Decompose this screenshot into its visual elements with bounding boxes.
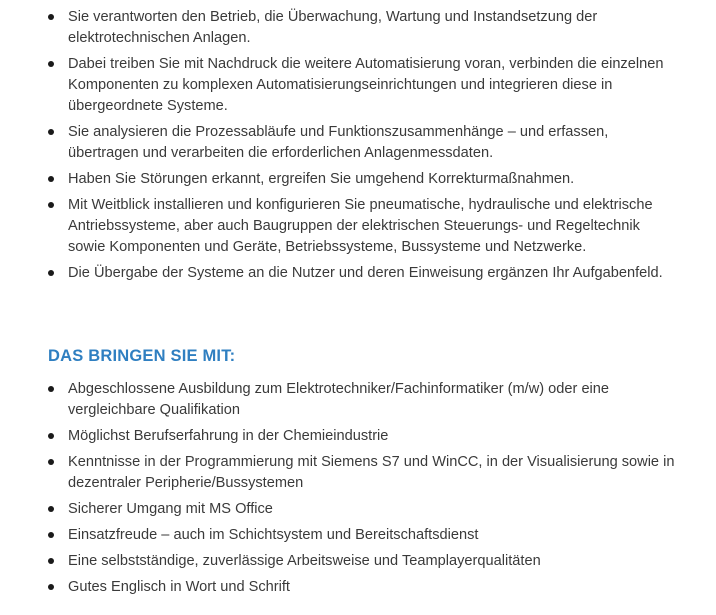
list-item-text: Kenntnisse in der Programmierung mit Siemens S7 und WinCC, in der Visualisierung sowie in dezentraler Peripherie/Bussystemen <box>68 454 675 491</box>
bullet-icon <box>48 584 54 590</box>
list-item <box>0 452 716 494</box>
list-item <box>0 499 716 520</box>
list-item-text: Dabei treiben Sie mit Nachdruck die weitere Automatisierung voran, verbinden die einzelnen Komponenten zu komplexen Automatisierungseinrichtungen und integrieren diese in übergeordnete Systeme. <box>68 56 664 114</box>
tasks-list <box>0 7 716 289</box>
list-item-text: Die Übergabe der Systeme an die Nutzer und deren Einweisung ergänzen Ihr Aufgabenfeld. <box>68 265 663 281</box>
list-item-text: Möglichst Berufserfahrung in der Chemieindustrie <box>68 428 389 444</box>
bullet-icon <box>48 129 54 135</box>
list-item-text: Gutes Englisch in Wort und Schrift <box>68 579 290 595</box>
list-item <box>0 169 716 190</box>
list-item <box>0 54 716 117</box>
list-item-text: Einsatzfreude – auch im Schichtsystem und Bereitschaftsdienst <box>68 527 479 543</box>
list-item <box>0 195 716 258</box>
requirements-list <box>0 379 716 603</box>
list-item <box>0 122 716 164</box>
bullet-icon <box>48 433 54 439</box>
list-item-text: Sicherer Umgang mit MS Office <box>68 501 273 517</box>
bullet-icon <box>48 202 54 208</box>
list-item <box>0 577 716 598</box>
section-heading: DAS BRINGEN SIE MIT: <box>48 347 236 365</box>
list-item <box>0 426 716 447</box>
list-item-text: Sie analysieren die Prozessabläufe und Funktionszusammenhänge – und erfassen, übertragen und verarbeiten die erforderlichen Anlagenmessdaten. <box>68 124 609 161</box>
bullet-icon <box>48 459 54 465</box>
list-item <box>0 7 716 49</box>
bullet-icon <box>48 532 54 538</box>
bullet-icon <box>48 270 54 276</box>
bullet-icon <box>48 506 54 512</box>
bullet-icon <box>48 61 54 67</box>
bullet-icon <box>48 386 54 392</box>
list-item-text: Haben Sie Störungen erkannt, ergreifen Sie umgehend Korrekturmaßnahmen. <box>68 171 575 187</box>
list-item-text: Eine selbstständige, zuverlässige Arbeitsweise und Teamplayerqualitäten <box>68 553 541 569</box>
bullet-icon <box>48 14 54 20</box>
list-item-text: Sie verantworten den Betrieb, die Überwachung, Wartung und Instandsetzung der elektrotechnischen Anlagen. <box>68 9 598 46</box>
list-item <box>0 379 716 421</box>
bullet-icon <box>48 558 54 564</box>
list-item-text: Mit Weitblick installieren und konfigurieren Sie pneumatische, hydraulische und elektrische Antriebssysteme, aber auch Baugruppen der elektrischen Steuerungs- und Regeltechnik sowie Komponenten und Geräte, Betriebssysteme, Bussysteme und Netzwerke. <box>68 197 653 255</box>
list-item <box>0 525 716 546</box>
bullet-icon <box>48 176 54 182</box>
list-item-text: Abgeschlossene Ausbildung zum Elektrotechniker/Fachinformatiker (m/w) oder eine vergleichbare Qualifikation <box>68 381 610 418</box>
list-item <box>0 263 716 284</box>
list-item <box>0 551 716 572</box>
